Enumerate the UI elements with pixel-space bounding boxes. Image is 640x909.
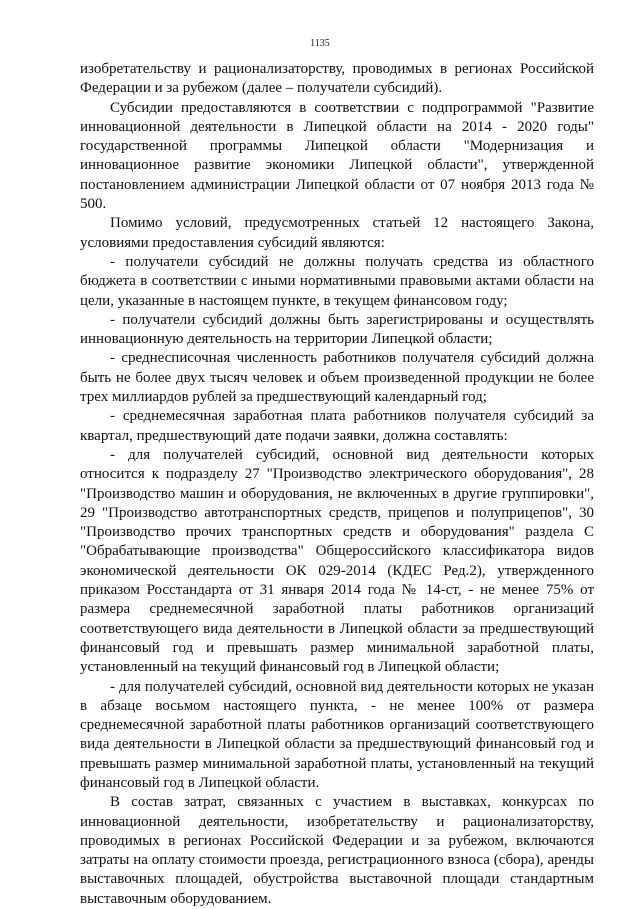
- paragraph: Помимо условий, предусмотренных статьей 12 настоящего Закона, условиями предоставления субсидий являются:: [80, 215, 594, 251]
- paragraph: - для получателей субсидий, основной вид деятельности которых относится к подразделу 27 "Производство электрического оборудования", 28 "Производство машин и оборудования, не включенных в другие группировки", 29 "Производство автотранспортных средств, прицепов и полуприцепов", 30 "Производство прочих транспортных средств и оборудования" раздела С "Обрабатывающие производства" Общероссийского классификатора видов экономической деятельности ОК 029-2014 (КДЕС Ред.2), утвержденного приказом Росстандарта от 31 января 2014 года № 14-ст, - не менее 75% от размера среднемесячной заработной платы работников организаций соответствующего вида деятельности в Липецкой области за предшествующий финансовый год и превышать размер минимальной заработной платы, установленный на текущий финансовый год в Липецкой области;: [80, 446, 594, 676]
- paragraph: - среднемесячная заработная плата работников получателя субсидий за квартал, предшествующий дате подачи заявки, должна составлять:: [80, 408, 594, 444]
- page-number: 1135: [310, 38, 330, 49]
- paragraph: изобретательству и рационализаторству, проводимых в регионах Российской Федерации и за рубежом (далее – получатели субсидий).: [80, 61, 594, 97]
- paragraph: - получатели субсидий не должны получать средства из областного бюджета в соответствии с иными нормативными правовыми актами области на цели, указанные в настоящем пункте, в текущем финансовом году;: [80, 253, 594, 309]
- document-body: [80, 60, 594, 909]
- paragraph: - получатели субсидий должны быть зарегистрированы и осуществлять инновационную деятельность на территории Липецкой области;: [80, 311, 594, 348]
- paragraph: - для получателей субсидий, основной вид деятельности которых не указан в абзаце восьмом настоящего пункта, - не менее 100% от размера среднемесячной заработной платы работников организаций соответствующего вида деятельности в Липецкой области за предшествующий финансовый год и превышать размер минимальной заработной платы, установленный на текущий финансовый год в Липецкой области.: [80, 678, 594, 791]
- paragraph: В состав затрат, связанных с участием в выставках, конкурсах по инновационной деятельности, изобретательству и рационализаторству, проводимых в регионах Российской Федерации и за рубежом, включаются затраты на оплату стоимости проезда, регистрационного взноса (сбора), аренды выставочных площадей, обустройства выставочной площади стандартным выставочным оборудованием.: [80, 794, 594, 907]
- paragraph: - среднесписочная численность работников получателя субсидий должна быть не более двух тысяч человек и объем произведенной продукции не более трех миллиардов рублей за предшествующий календарный год;: [80, 350, 594, 406]
- paragraph: Субсидии предоставляются в соответствии с подпрограммой "Развитие инновационной деятельности в Липецкой области на 2014 - 2020 годы" государственной программы Липецкой области "Модернизация и инновационное развитие экономики Липецкой области", утвержденной постановлением администрации Липецкой области от 07 ноября 2013 года № 500.: [80, 99, 594, 213]
